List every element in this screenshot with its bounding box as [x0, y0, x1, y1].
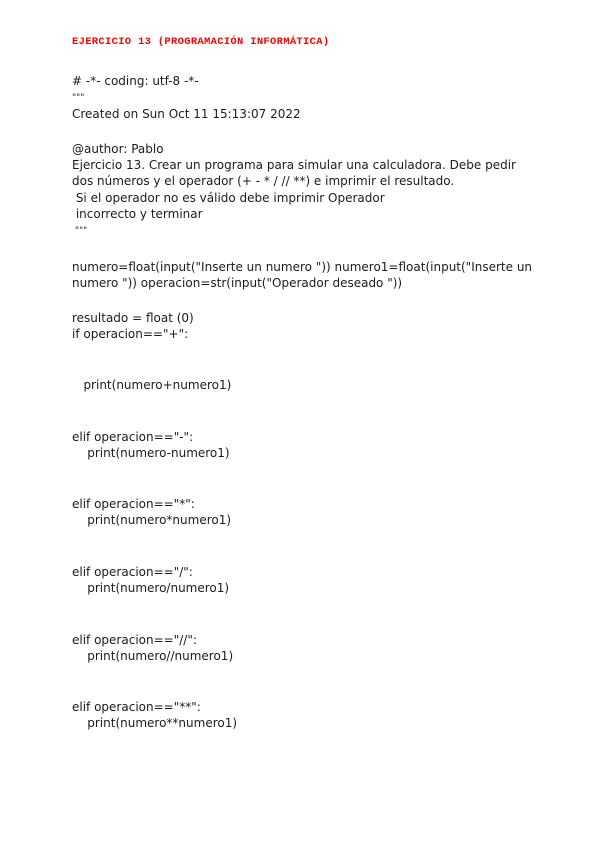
code-print-floordiv: print(numero//numero1): [72, 649, 234, 663]
code-input-line-1: numero=float(input("Inserte un numero ")) numero1=float(input("Inserte un: [72, 260, 533, 274]
code-elif-minus: elif operacion=="-":: [72, 430, 194, 444]
code-print-minus: print(numero-numero1): [72, 446, 230, 460]
code-print-mult: print(numero*numero1): [72, 513, 232, 527]
code-input-line-2: numero ")) operacion=str(input("Operador deseado ")): [72, 276, 403, 290]
author-line: @author: Pablo: [72, 142, 164, 156]
description-line-3: Si el operador no es válido debe imprimir Operador: [72, 191, 385, 205]
description-line-1: Ejercicio 13. Crear un programa para simular una calculadora. Debe pedir: [72, 158, 516, 172]
code-print-plus: print(numero+numero1): [72, 378, 232, 392]
code-elif-floordiv: elif operacion=="//":: [72, 633, 197, 647]
coding-line: # -*- coding: utf-8 -*-: [72, 74, 199, 88]
docstring-open: """: [72, 93, 85, 103]
document-title: EJERCICIO 13 (PROGRAMACIÓN INFORMÁTICA): [72, 36, 330, 48]
created-line: Created on Sun Oct 11 15:13:07 2022: [72, 107, 301, 121]
code-print-pow: print(numero**numero1): [72, 716, 238, 730]
code-resultado: resultado = float (0): [72, 311, 194, 325]
code-elif-pow: elif operacion=="**":: [72, 700, 201, 714]
code-elif-div: elif operacion=="/":: [72, 565, 193, 579]
code-if-plus: if operacion=="+":: [72, 327, 189, 341]
docstring-close: """: [72, 226, 88, 236]
code-elif-mult: elif operacion=="*":: [72, 497, 195, 511]
code-print-div: print(numero/numero1): [72, 581, 230, 595]
description-line-4: incorrecto y terminar: [72, 207, 203, 221]
description-line-2: dos números y el operador (+ - * / // **) e imprimir el resultado.: [72, 174, 455, 188]
